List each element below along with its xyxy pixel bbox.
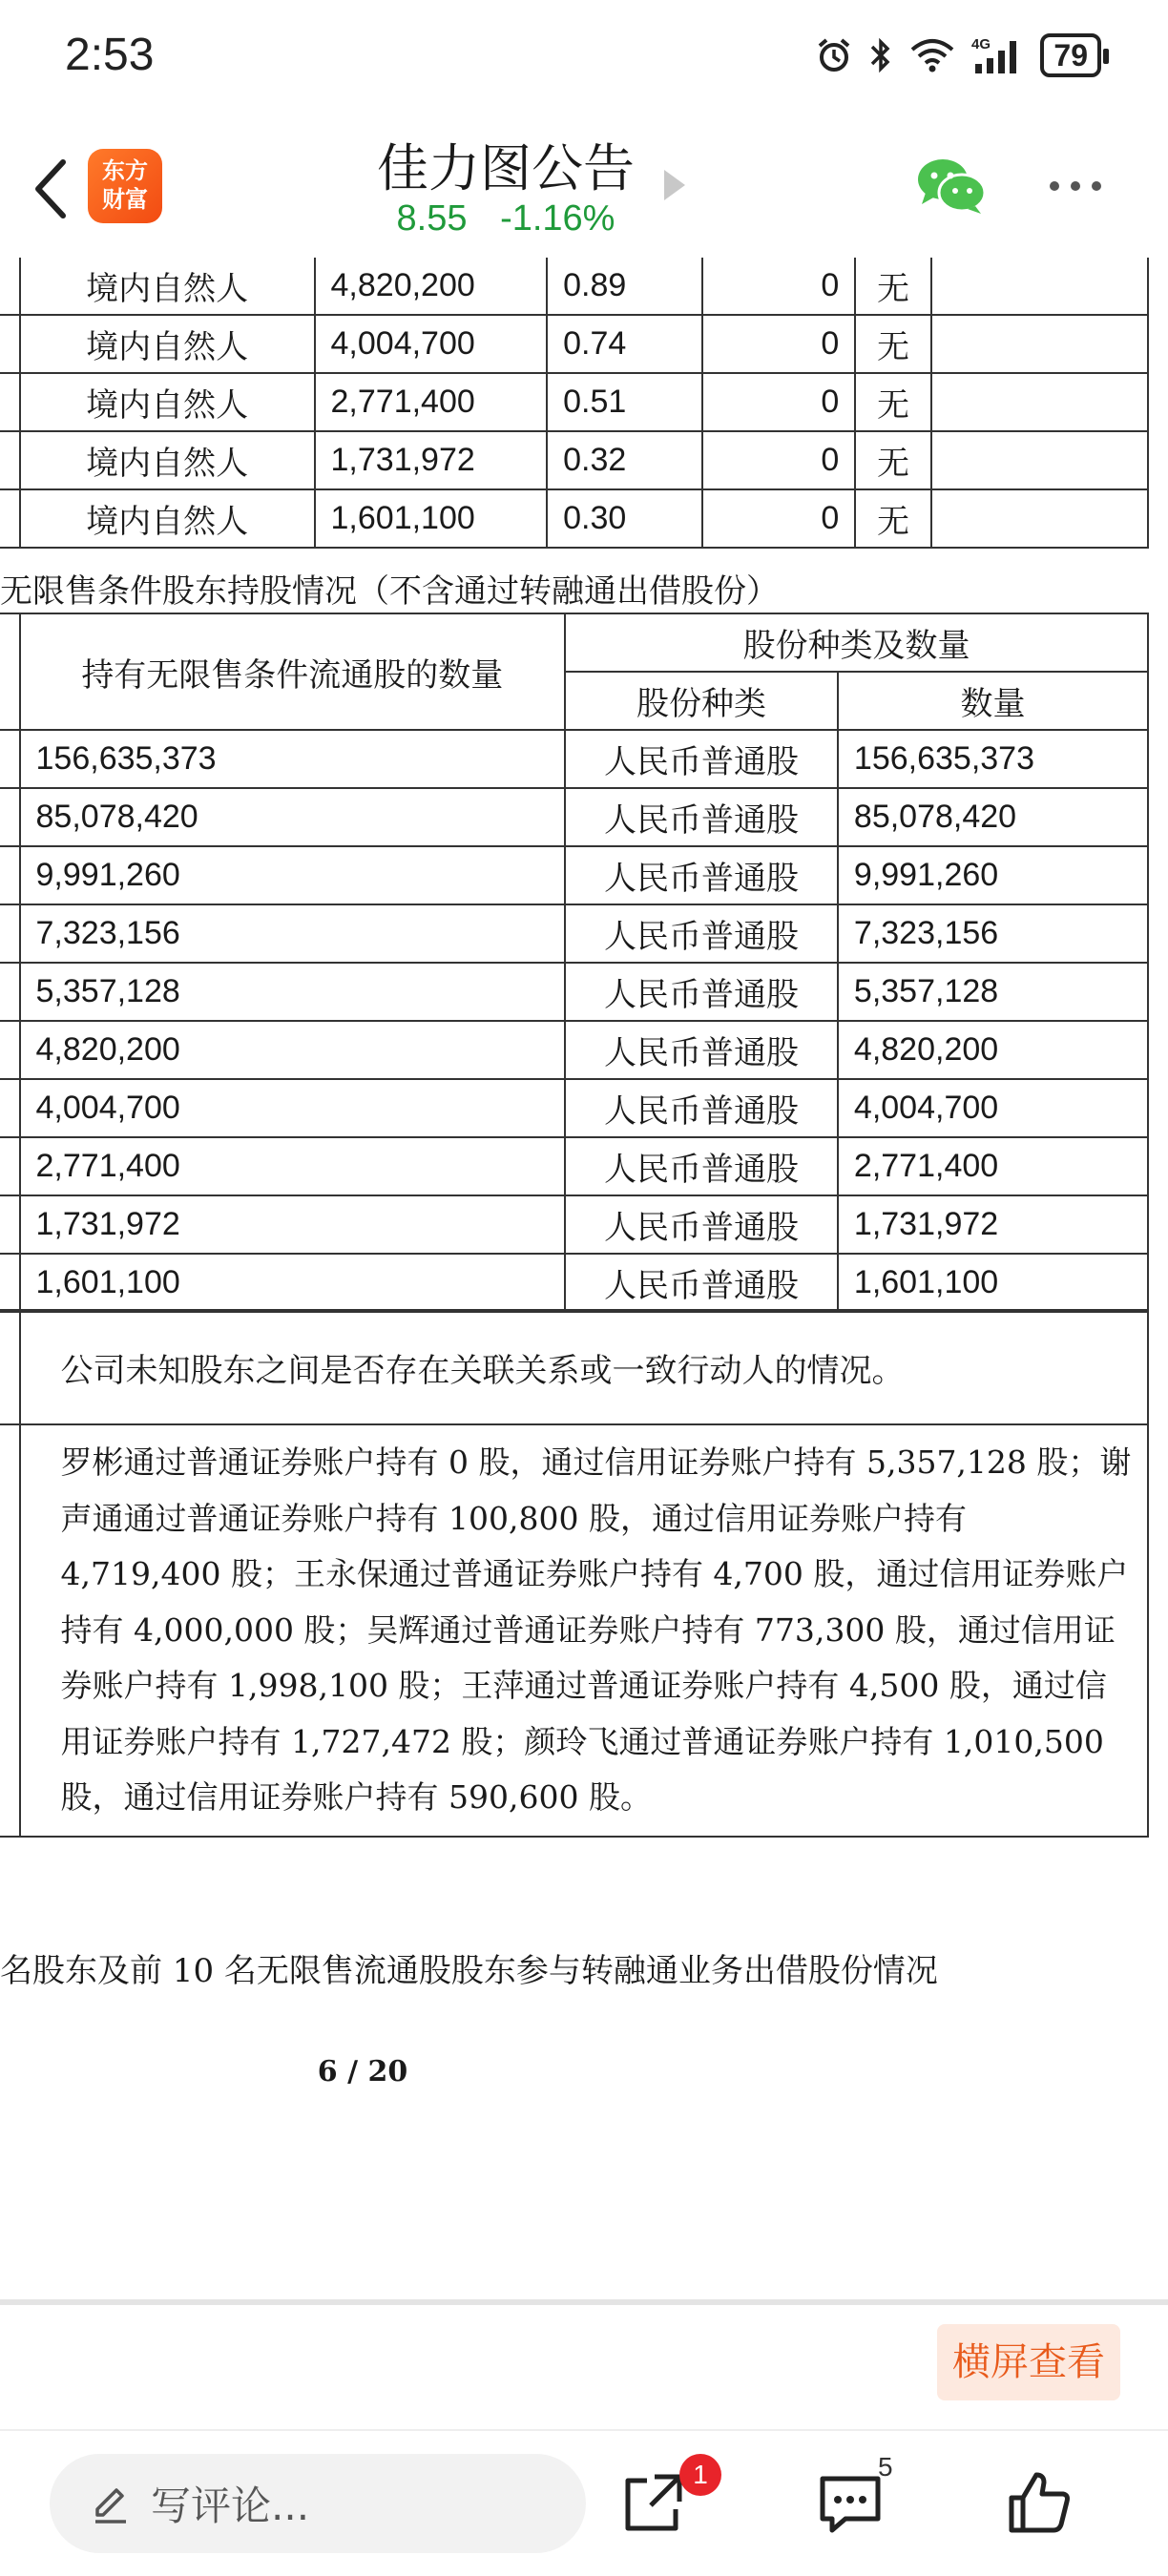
table-cell	[0, 315, 20, 373]
table-row	[0, 489, 1148, 548]
unrestricted-quantity: 7,323,156	[20, 904, 566, 963]
unrestricted-quantity: 2,771,400	[20, 1137, 566, 1195]
bottom-bar	[0, 2429, 1168, 2576]
unrestricted-quantity: 1,731,972	[20, 1195, 566, 1254]
table-cell	[0, 431, 20, 489]
restricted-count: 0	[702, 489, 856, 548]
share-ratio: 0.89	[547, 258, 701, 315]
unrestricted-quantity: 4,004,700	[20, 1079, 566, 1137]
logo-line-1: 东方	[102, 157, 148, 184]
bluetooth-icon	[868, 36, 893, 74]
shareholder-table	[0, 258, 1149, 549]
share-badge: 1	[679, 2454, 721, 2496]
table-row	[0, 788, 1148, 846]
header-share-group: 股份种类及数量	[565, 613, 1148, 672]
app-logo	[88, 149, 162, 223]
restricted-count: 0	[702, 258, 856, 315]
share-kind: 人民币普通股	[565, 904, 838, 963]
share-amount: 4,820,200	[838, 1021, 1148, 1079]
holder-type: 境内自然人	[20, 431, 315, 489]
section-title: 无限售条件股东持股情况（不含通过转融通出借股份）	[0, 572, 779, 611]
stock-change: -1.16%	[500, 198, 615, 239]
landscape-view-button[interactable]: 横屏查看	[937, 2324, 1120, 2400]
table-cell	[0, 1195, 20, 1254]
holder-type: 境内自然人	[20, 315, 315, 373]
table-cell	[0, 1021, 20, 1079]
unrestricted-quantity: 85,078,420	[20, 788, 566, 846]
table-row	[0, 963, 1148, 1021]
app-header	[0, 114, 1168, 258]
holder-type: 境内自然人	[20, 258, 315, 315]
table-cell	[0, 904, 20, 963]
share-kind: 人民币普通股	[565, 1079, 838, 1137]
table-row	[0, 730, 1148, 788]
thumbs-up-icon[interactable]	[1006, 2469, 1073, 2536]
table-cell	[0, 1254, 20, 1312]
share-kind: 人民币普通股	[565, 730, 838, 788]
table-cell	[931, 431, 1148, 489]
pledge-status: 无	[855, 431, 931, 489]
holder-type: 境内自然人	[20, 373, 315, 431]
table-cell	[0, 1137, 20, 1195]
section-title-2: 名股东及前 10 名无限售流通股股东参与转融通业务出借股份情况	[0, 1952, 938, 1990]
table-cell	[0, 258, 20, 315]
table-row	[0, 431, 1148, 489]
more-options-button[interactable]	[1050, 172, 1111, 200]
table-cell	[0, 963, 20, 1021]
unrestricted-shares-table	[0, 613, 1149, 1313]
table-cell	[0, 373, 20, 431]
battery-indicator: 79	[1040, 33, 1101, 77]
status-time: 2:53	[65, 30, 155, 80]
stock-price: 8.55	[396, 198, 468, 239]
share-ratio: 0.30	[547, 489, 701, 548]
share-kind: 人民币普通股	[565, 1195, 838, 1254]
share-amount: 156,635,373	[838, 730, 1148, 788]
pencil-icon	[92, 2483, 130, 2524]
share-kind: 人民币普通股	[565, 1254, 838, 1312]
share-ratio: 0.32	[547, 431, 701, 489]
restricted-count: 0	[702, 431, 856, 489]
dot-icon	[1050, 181, 1059, 191]
share-count: 2,771,400	[315, 373, 548, 431]
share-kind: 人民币普通股	[565, 1021, 838, 1079]
alarm-icon	[815, 36, 853, 74]
share-amount: 1,601,100	[838, 1254, 1148, 1312]
table-row	[0, 904, 1148, 963]
table-row	[0, 1254, 1148, 1312]
table-cell	[931, 315, 1148, 373]
table-cell	[0, 489, 20, 548]
signal-icon	[971, 35, 1025, 75]
share-amount: 2,771,400	[838, 1137, 1148, 1195]
logo-line-2: 财富	[102, 186, 148, 213]
share-kind: 人民币普通股	[565, 846, 838, 904]
comment-placeholder: 写评论...	[151, 2483, 310, 2529]
table-cell	[0, 730, 20, 788]
notes-table	[0, 1309, 1149, 1838]
share-amount: 1,731,972	[838, 1195, 1148, 1254]
table-row	[0, 373, 1148, 431]
table-cell	[0, 846, 20, 904]
share-count: 1,731,972	[315, 431, 548, 489]
comment-count: 5	[878, 2452, 893, 2482]
holder-type: 境内自然人	[20, 489, 315, 548]
table-row	[0, 258, 1148, 315]
table-row	[0, 1079, 1148, 1137]
table-cell	[0, 788, 20, 846]
table-cell	[931, 373, 1148, 431]
restricted-count: 0	[702, 373, 856, 431]
share-count: 1,601,100	[315, 489, 548, 548]
chevron-left-icon	[31, 158, 69, 219]
header-quantity: 持有无限售条件流通股的数量	[20, 613, 566, 730]
table-cell	[0, 1079, 20, 1137]
play-icon[interactable]	[662, 168, 687, 202]
share-amount: 85,078,420	[838, 788, 1148, 846]
table-cell	[0, 613, 20, 730]
stock-quote	[324, 198, 687, 239]
page-title[interactable]: 佳力图公告	[377, 138, 635, 198]
unrestricted-quantity: 156,635,373	[20, 730, 566, 788]
share-icon[interactable]	[620, 2469, 687, 2536]
table-row	[0, 1021, 1148, 1079]
table-row	[0, 1137, 1148, 1195]
pledge-status: 无	[855, 258, 931, 315]
share-amount: 5,357,128	[838, 963, 1148, 1021]
table-row	[0, 1195, 1148, 1254]
share-amount: 4,004,700	[838, 1079, 1148, 1137]
network-type: 4G	[971, 36, 991, 52]
table-cell	[931, 489, 1148, 548]
back-button[interactable]	[21, 151, 78, 227]
table-cell	[931, 258, 1148, 315]
status-icons	[815, 32, 1101, 78]
table-cell	[0, 1424, 20, 1837]
pledge-status: 无	[855, 373, 931, 431]
share-amount: 9,991,260	[838, 846, 1148, 904]
table-row	[0, 846, 1148, 904]
margin-account-note: 罗彬通过普通证券账户持有 0 股，通过信用证券账户持有 5,357,128 股；谢声通通过普通证券账户持有 100,800 股，通过信用证券账户持有 4,719,400 股；王永保通过普通证券账户持有 4,700 股，通过信用证券账户持有 4,000,000 股；吴辉通过普通证券账户持有 773,300 股，通过信用证券账户持有 1,998,100 股；王萍通过普通证券账户持有 4,500 股，通过信用证券账户持有 1,727,472 股；颜玲飞通过普通证券账户持有 1,010,500 股，通过信用证券账户持有 590,600 股。	[20, 1424, 1149, 1837]
share-kind: 人民币普通股	[565, 788, 838, 846]
wechat-icon[interactable]	[916, 156, 987, 216]
page-number: 6 / 20	[317, 2055, 408, 2088]
pledge-status: 无	[855, 489, 931, 548]
dot-icon	[1071, 181, 1080, 191]
unrestricted-quantity: 4,820,200	[20, 1021, 566, 1079]
unrestricted-quantity: 1,601,100	[20, 1254, 566, 1312]
comment-input[interactable]	[50, 2454, 586, 2553]
share-kind: 人民币普通股	[565, 1137, 838, 1195]
share-amount: 7,323,156	[838, 904, 1148, 963]
dot-icon	[1092, 181, 1101, 191]
document-viewer[interactable]	[0, 258, 1168, 2299]
comment-icon[interactable]	[817, 2473, 884, 2536]
share-kind: 人民币普通股	[565, 963, 838, 1021]
restricted-count: 0	[702, 315, 856, 373]
table-cell	[0, 1310, 20, 1424]
header-share-kind: 股份种类	[565, 672, 838, 730]
landscape-bar	[0, 2299, 1168, 2429]
wifi-icon	[908, 36, 956, 74]
share-ratio: 0.74	[547, 315, 701, 373]
pledge-status: 无	[855, 315, 931, 373]
related-party-note: 公司未知股东之间是否存在关联关系或一致行动人的情况。	[20, 1310, 1149, 1424]
status-bar	[0, 0, 1168, 114]
header-share-amount: 数量	[838, 672, 1148, 730]
table-row	[0, 315, 1148, 373]
unrestricted-quantity: 5,357,128	[20, 963, 566, 1021]
share-count: 4,820,200	[315, 258, 548, 315]
share-count: 4,004,700	[315, 315, 548, 373]
share-ratio: 0.51	[547, 373, 701, 431]
unrestricted-quantity: 9,991,260	[20, 846, 566, 904]
